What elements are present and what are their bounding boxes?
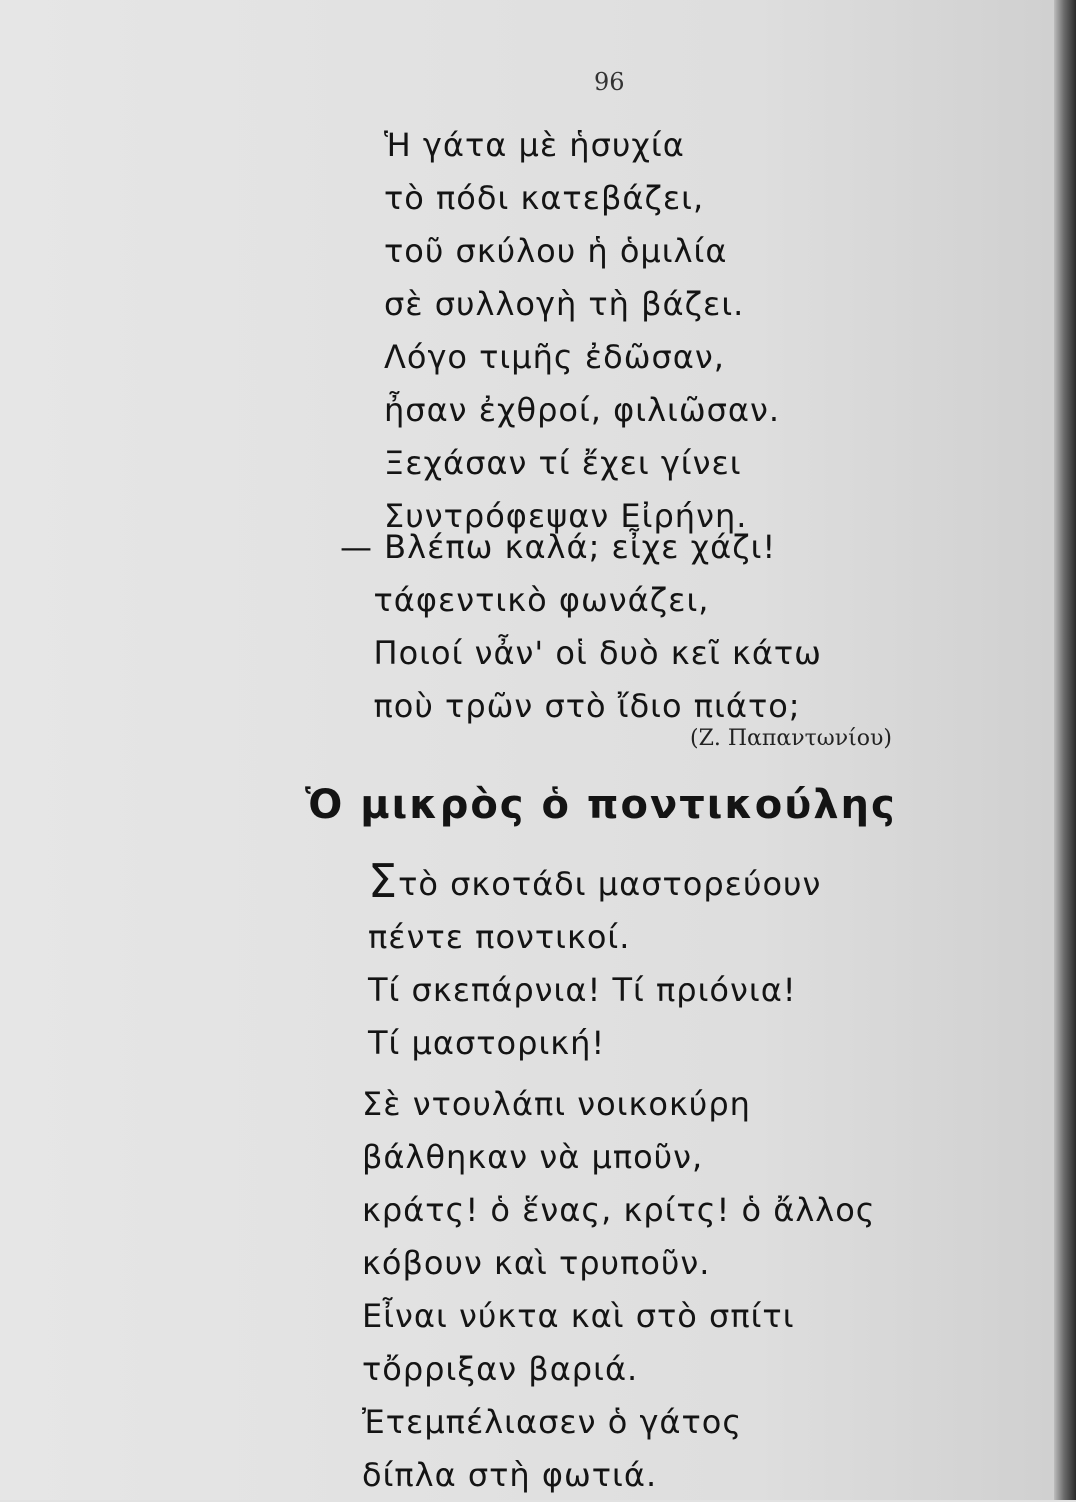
poem-line: Ποιοί νἆν' οἱ δυὸ κεῖ κάτω bbox=[340, 634, 822, 672]
poem-line: δίπλα στὴ φωτιά. bbox=[362, 1456, 658, 1494]
poem1-stanza-1 bbox=[384, 119, 780, 543]
poem-line: Ἐτεμπέλιασεν ὁ γάτος bbox=[362, 1403, 743, 1441]
poem-line: ἦσαν ἐχθροί, φιλιῶσαν. bbox=[384, 391, 781, 429]
drop-cap: Σ bbox=[368, 854, 399, 908]
page-number: 96 bbox=[594, 68, 625, 96]
poem-line: — Βλέπω καλά; εἶχε χάζι! bbox=[340, 528, 777, 566]
poem-title: Ὁ μικρὸς ὁ ποντικούλης bbox=[305, 782, 897, 828]
poem-line: κόβουν καὶ τρυποῦν. bbox=[362, 1244, 711, 1282]
poem-line: ποὺ τρῶν στὸ ἴδιο πιάτο; bbox=[340, 687, 801, 725]
poem-line: σὲ συλλογὴ τὴ βάζει. bbox=[384, 285, 745, 323]
poem-line: τοῦ σκύλου ἡ ὁμιλία bbox=[384, 232, 728, 270]
poem-line: τὸ πόδι κατεβάζει, bbox=[384, 179, 705, 217]
poem-line: Εἶναι νύκτα καὶ στὸ σπίτι bbox=[362, 1297, 795, 1335]
poem-line: Τί σκεπάρνια! Τί πριόνια! bbox=[368, 971, 797, 1009]
poem-line: Λόγο τιμῆς ἐδῶσαν, bbox=[384, 338, 725, 376]
poem-line: βάλθηκαν νὰ μποῦν, bbox=[362, 1138, 704, 1176]
poem-line: τὄρριξαν βαριά. bbox=[362, 1350, 639, 1388]
poem2-stanza-1 bbox=[368, 854, 822, 1070]
poem-line: Ἡ γάτα μὲ ἡσυχία bbox=[384, 126, 685, 164]
poem-line: Συντρόφεψαν Εἰρήνη. bbox=[384, 497, 748, 535]
poem-line: τάφεντικὸ φωνάζει, bbox=[340, 581, 710, 619]
poem2-stanza-2 bbox=[362, 1078, 876, 1502]
page-edge bbox=[1054, 0, 1076, 1500]
poem-line-rest: τὸ σκοτάδι μαστορεύουν bbox=[398, 865, 822, 903]
poem1-stanza-2 bbox=[340, 521, 822, 733]
poem-attribution: (Ζ. Παπαντωνίου) bbox=[690, 726, 892, 751]
poem-line: Ξεχάσαν τί ἔχει γίνει bbox=[384, 444, 742, 482]
poem-line: Τί μαστορική! bbox=[368, 1024, 606, 1062]
poem-line-first bbox=[368, 854, 822, 911]
poem-line: πέντε ποντικοί. bbox=[368, 918, 631, 956]
poem-line: Σὲ ντουλάπι νοικοκύρη bbox=[362, 1085, 751, 1123]
poem-line: κράτς! ὁ ἕνας, κρίτς! ὁ ἄλλος bbox=[362, 1191, 876, 1229]
